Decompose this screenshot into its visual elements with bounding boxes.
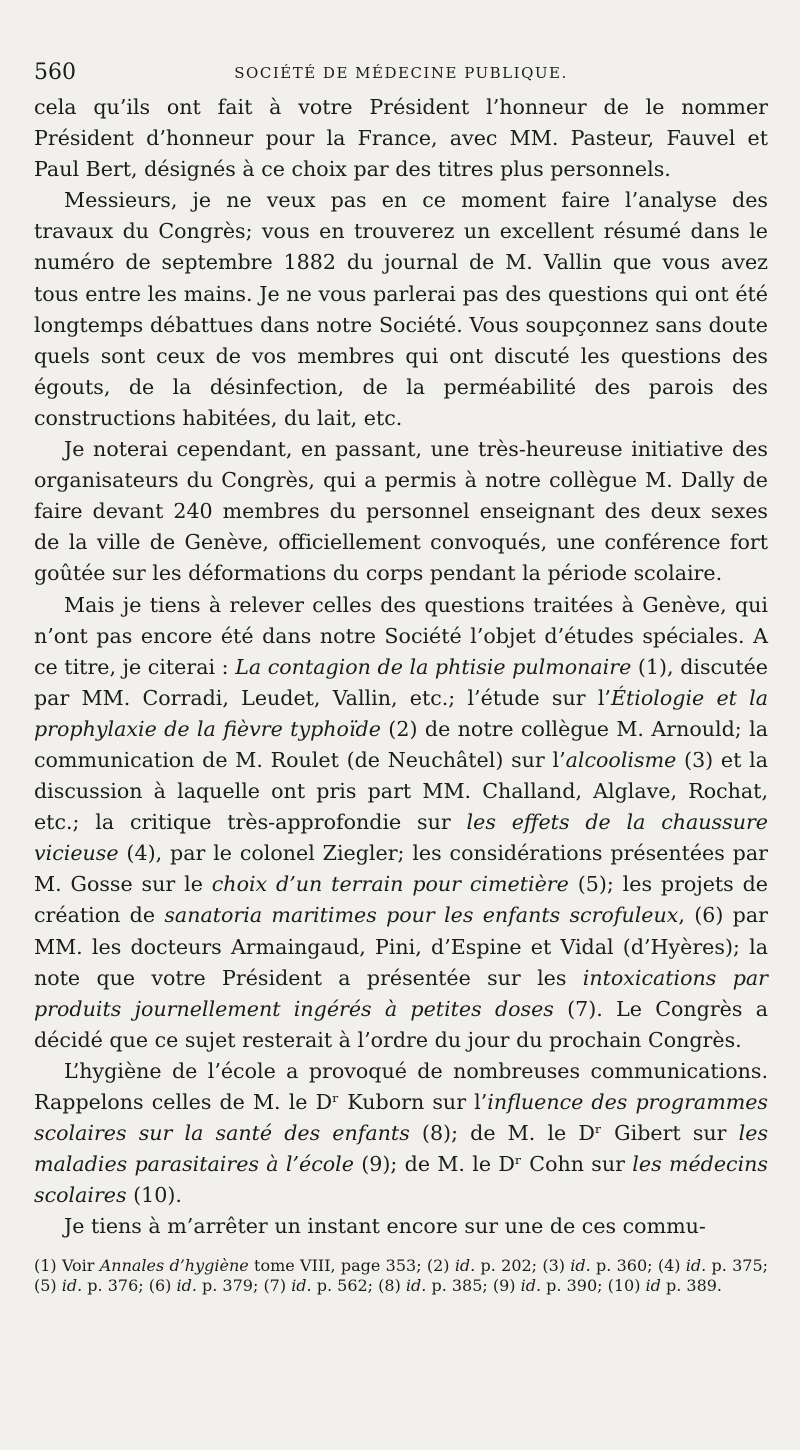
text-run: (5); les projets de création de: [34, 872, 768, 928]
italic-text: choix d’un terrain pour cimetière: [211, 872, 569, 897]
italic-text: Annales d’hygiène: [99, 1256, 249, 1276]
italic-text: id.: [520, 1275, 542, 1295]
italic-text: intoxications par produits journellement ingérés à petites doses: [34, 965, 768, 1021]
italic-text: Étiologie et la prophylaxie de la fièvre typhoïde: [34, 685, 769, 741]
italic-text: les médecins scolaires: [34, 1152, 768, 1208]
text-run: p. 389.: [660, 1275, 723, 1295]
italic-text: id.: [291, 1275, 312, 1295]
body-text: [34, 92, 768, 1242]
paragraph: [34, 1056, 768, 1211]
text-run: Mais je tiens à relever celles des questions traitées à Genève, qui n’ont pas encore été dans notre Société l’objet d’études spéciales. A ce titre, je citerai :: [34, 592, 768, 679]
italic-text: alcoolisme: [565, 747, 677, 772]
italic-text: id.: [61, 1275, 83, 1295]
paragraph: [34, 434, 768, 589]
text-run: (1) Voir: [34, 1256, 100, 1276]
text-run: (4), par le colonel Ziegler; les considérations présentées par M. Gosse sur le: [34, 841, 768, 897]
text-run: (1), discutée par MM. Corradi, Leudet, Vallin, etc.; l’étude sur l’: [34, 654, 768, 710]
italic-text: id: [645, 1275, 661, 1295]
italic-text: id.: [685, 1256, 707, 1276]
text-run: tome VIII, page 353; (2): [248, 1256, 455, 1276]
italic-text: influence des programmes scolaires sur la santé des enfants: [34, 1090, 768, 1146]
paragraph: [34, 590, 768, 1056]
text-run: (3) et la discussion à laquelle ont pris part MM. Challand, Alglave, Rochat, etc.; la critique très-approfondie sur: [34, 747, 768, 835]
text-run: Je noterai cependant, en passant, une très-heureuse initiative des organisateurs du Congrès, qui a permis à notre collègue M. Dally de faire devant 240 membres du personnel enseignant des deux sexes de la ville de Genève, officiellement convoqués, une conférence fort goûtée sur les déformations du corps pendant la période scolaire.: [34, 437, 768, 586]
footnotes: [34, 1256, 768, 1295]
text-run: (9); de M. le Dʳ Cohn sur: [353, 1152, 633, 1177]
italic-text: les effets de la chaussure vicieuse: [34, 810, 768, 866]
page-number: 560: [34, 60, 76, 85]
italic-text: id.: [405, 1275, 427, 1295]
text-run: p. 562; (8): [311, 1275, 406, 1295]
italic-text: La contagion de la phtisie pulmonaire: [235, 654, 632, 679]
text-run: p. 390; (10): [541, 1275, 646, 1295]
footnote: [34, 1256, 768, 1295]
italic-text: sanatoria maritimes pour les enfants scrofuleux: [164, 903, 679, 928]
text-run: p. 376; (6): [82, 1275, 177, 1295]
text-run: p. 360; (4): [590, 1256, 686, 1276]
text-run: (7). Le Congrès a décidé que ce sujet resterait à l’ordre du jour du prochain Congrès.: [34, 996, 768, 1052]
text-run: (2) de notre collègue M. Arnould; la communication de M. Roulet (de Neuchâtel) sur l’: [34, 716, 768, 772]
document-page: [34, 58, 768, 1295]
italic-text: id.: [570, 1256, 591, 1276]
text-run: (10).: [126, 1183, 182, 1208]
text-run: cela qu’ils ont fait à votre Président l’honneur de le nommer Président d’honneur pour la France, avec MM. Pasteur, Fauvel et Paul Bert, désignés à ce choix par des titres plus personnels.: [34, 95, 768, 182]
text-run: p. 385; (9): [426, 1275, 521, 1295]
italic-text: id.: [176, 1275, 197, 1295]
text-run: L’hygiène de l’école a provoqué de nombreuses communications. Rappelons celles de M. le Dʳ Kuborn sur l’: [34, 1058, 768, 1114]
text-run: p. 379; (7): [196, 1275, 292, 1295]
text-run: (8); de M. le Dʳ Gibert sur: [409, 1121, 739, 1146]
text-run: p. 202; (3): [475, 1256, 571, 1276]
text-run: Messieurs, je ne veux pas en ce moment faire l’analyse des travaux du Congrès; vous en trouverez un excellent résumé dans le numéro de septembre 1882 du journal de M. Vallin que vous avez tous entre les mains. Je ne vous parlerai pas des questions qui ont été longtemps débattues dans notre Société. Vous soupçonnez sans doute quels sont ceux de vos membres qui ont discuté les questions des égouts, de la désinfection, de la perméabilité des parois des constructions habitées, du lait, etc.: [34, 188, 768, 430]
paragraph: [34, 185, 768, 434]
paragraph: [34, 92, 768, 185]
paragraph: [34, 1211, 768, 1242]
text-run: p. 375; (5): [34, 1256, 769, 1295]
text-run: , (6) par MM. les docteurs Armaingaud, Pini, d’Espine et Vidal (d’Hyères); la note que votre Président a présentée sur les: [34, 903, 768, 990]
text-run: Je tiens à m’arrêter un instant encore sur une de ces commu-: [64, 1214, 706, 1239]
italic-text: les maladies parasitaires à l’école: [34, 1121, 769, 1177]
running-head: SOCIÉTÉ DE MÉDECINE PUBLIQUE.: [234, 64, 568, 82]
page-header: [34, 58, 768, 92]
italic-text: id.: [454, 1256, 476, 1276]
